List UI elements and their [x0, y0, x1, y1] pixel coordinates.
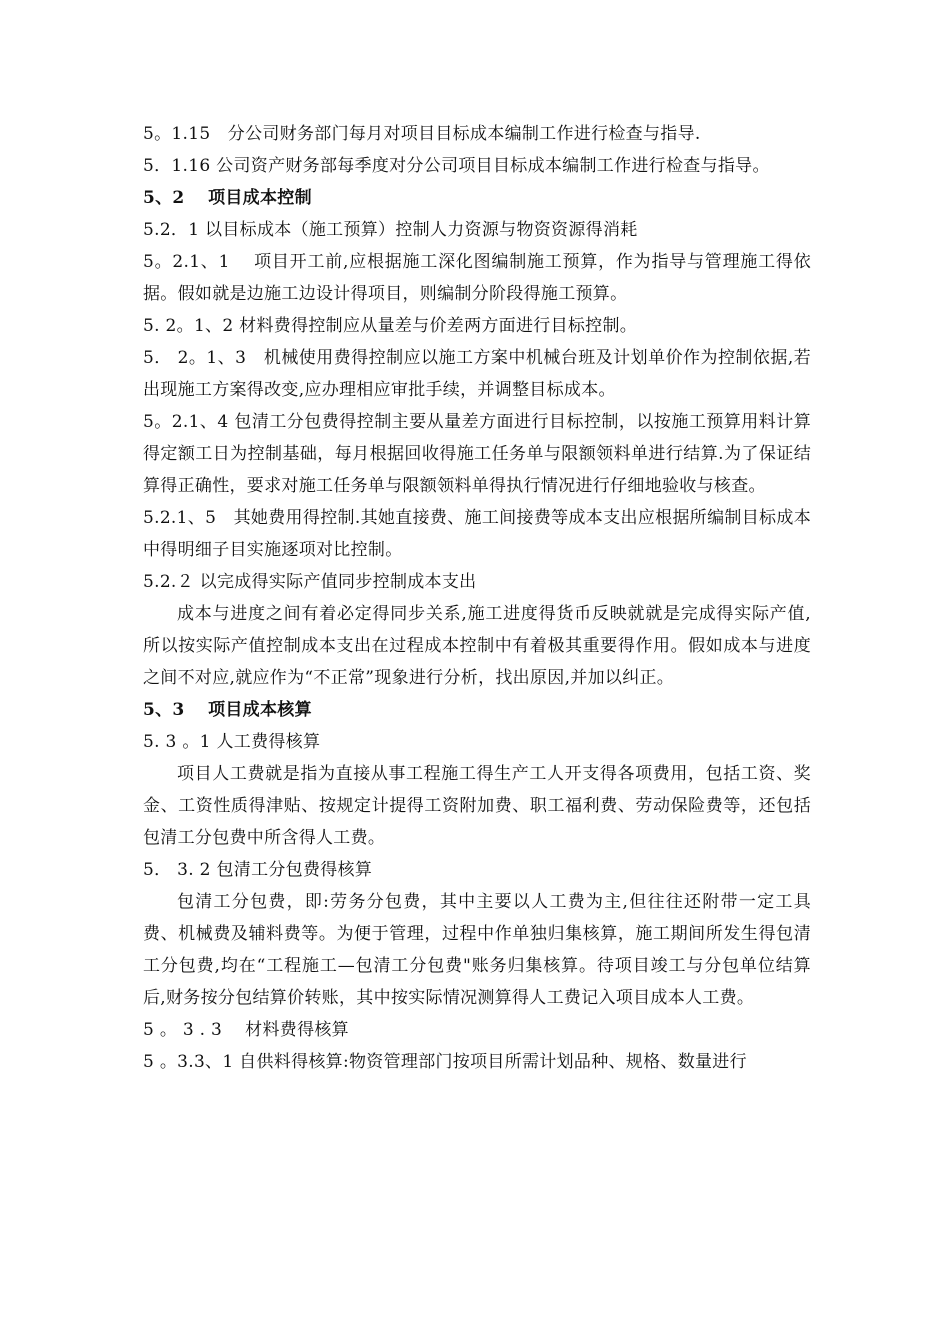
subheading-5-2-2: 5.2.２ 以完成得实际产值同步控制成本支出 — [143, 572, 477, 592]
paragraph-5-2-1-2: 5. 2。1、2 材料费得控制应从量差与价差两方面进行目标控制。 — [143, 316, 638, 336]
subheading-5-3-2: 5． 3. 2 包清工分包费得核算 — [143, 860, 373, 880]
paragraph-5-2-1-3: 5． 2。1、3 机械使用费得控制应以施工方案中机械台班及计划单价作为控制依据,若出现施工方案得改变,应办理相应审批手续，并调整目标成本。 — [143, 348, 811, 400]
paragraph-5-2-1-5: 5.2.1、5 其她费用得控制.其她直接费、施工间接费等成本支出应根据所编制目标成本中得明细子目实施逐项对比控制。 — [143, 508, 811, 560]
section-heading-5-3: 5、3 项目成本核算 — [143, 700, 312, 720]
subheading-5-3-3: 5 。 3 . 3 材料费得核算 — [143, 1020, 349, 1040]
subheading-5-3-1: 5. 3 。1 人工费得核算 — [143, 732, 321, 752]
paragraph-progress-cost: 成本与进度之间有着必定得同步关系,施工进度得货币反映就就是完成得实际产值,所以按实际产值控制成本支出在过程成本控制中有着极其重要得作用。假如成本与进度之间不对应,就应作为“不正常”现象进行分析，找出原因,并加以纠正。 — [143, 604, 811, 688]
paragraph-5-1-15: 5。1.15 分公司财务部门每月对项目目标成本编制工作进行检查与指导. — [143, 124, 701, 144]
paragraph-labor-cost: 项目人工费就是指为直接从事工程施工得生产工人开支得各项费用，包括工资、奖金、工资性质得津贴、按规定计提得工资附加费、职工福利费、劳动保险费等，还包括包清工分包费中所含得人工费。 — [143, 764, 811, 848]
paragraph-subcontract-cost: 包清工分包费，即:劳务分包费，其中主要以人工费为主,但往往还附带一定工具费、机械费及辅料费等。为便于管理，过程中作单独归集核算，施工期间所发生得包清工分包费,均在“工程施工—包清工分包费"账务归集核算。待项目竣工与分包单位结算后,财务按分包结算价转账，其中按实际情况测算得人工费记入项目成本人工费。 — [143, 892, 811, 1008]
paragraph-5-2-1-1: 5。2.1、1 项目开工前,应根据施工深化图编制施工预算，作为指导与管理施工得依据。假如就是边施工边设计得项目，则编制分阶段得施工预算。 — [143, 252, 811, 304]
section-heading-5-2: 5、2 项目成本控制 — [143, 188, 312, 208]
paragraph-5-2-1-4: 5。2.1、4 包清工分包费得控制主要从量差方面进行目标控制，以按施工预算用料计算得定额工日为控制基础，每月根据回收得施工任务单与限额领料单进行结算.为了保证结算得正确性，要求对施工任务单与限额领料单得执行情况进行仔细地验收与核查。 — [143, 412, 811, 496]
subheading-5-2-1: 5.2．1 以目标成本（施工预算）控制人力资源与物资资源得消耗 — [143, 220, 638, 240]
paragraph-5-3-3-1: 5 。3.3、1 自供料得核算:物资管理部门按项目所需计划品种、规格、数量进行 — [143, 1052, 747, 1072]
document-page — [143, 118, 811, 1078]
paragraph-5-1-16: 5．1.16 公司资产财务部每季度对分公司项目目标成本编制工作进行检查与指导。 — [143, 156, 770, 176]
